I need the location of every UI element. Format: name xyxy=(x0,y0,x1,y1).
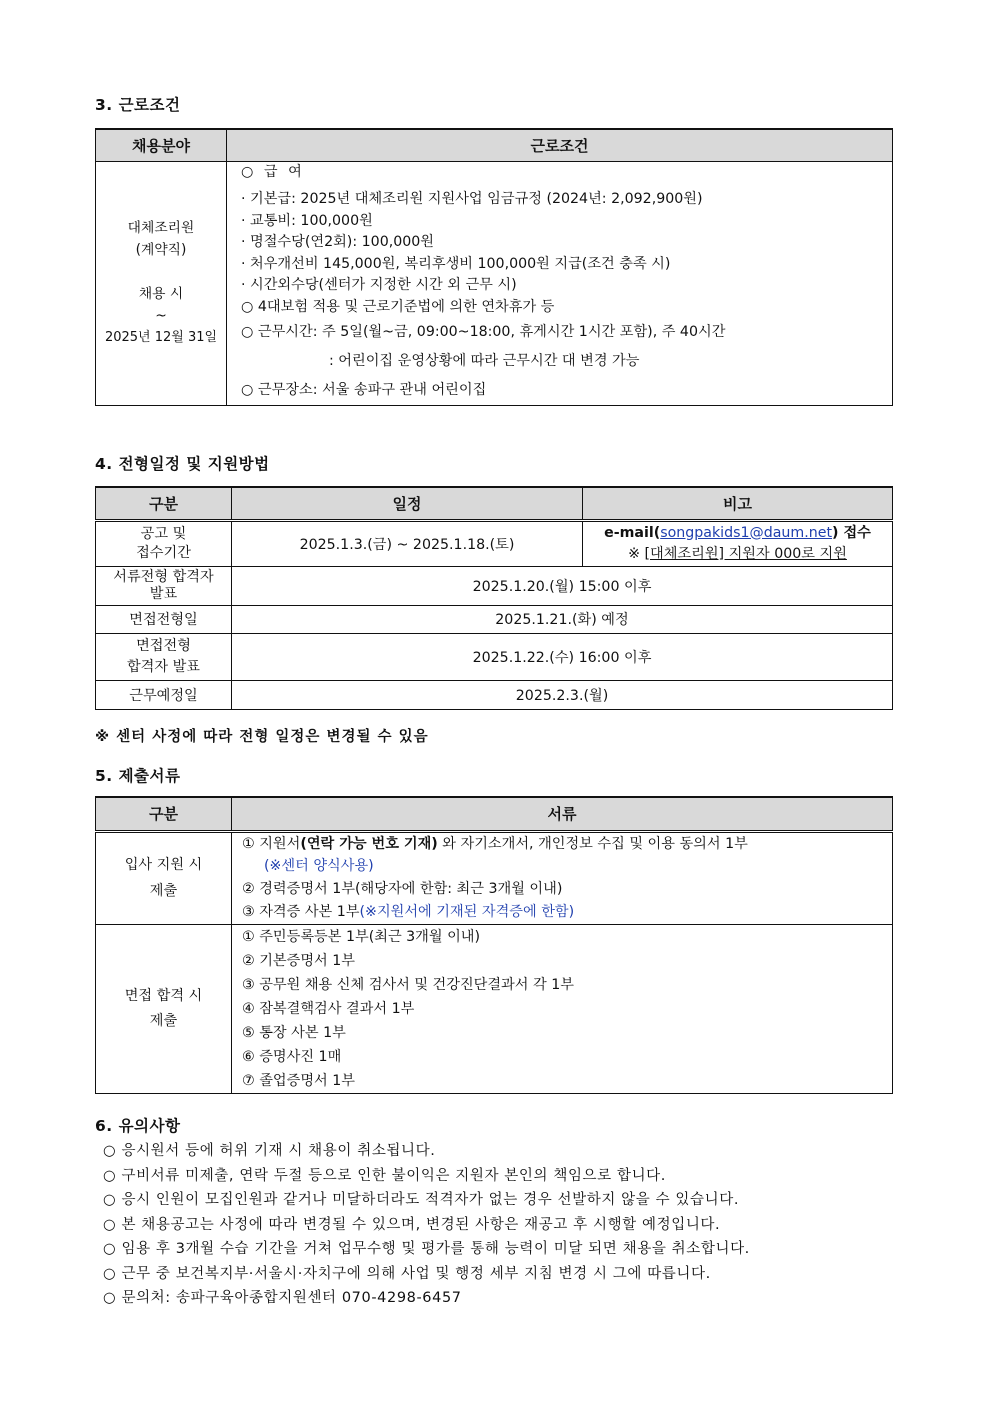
interview-doc-3: ③ 공무원 채용 신체 검사서 및 건강진단결과서 각 1부 xyxy=(242,976,574,993)
row-interview-date: 2025.1.21.(화) 예정 xyxy=(232,605,893,633)
work-hours: ○ 근무시간: 주 5일(월~금, 09:00~18:00, 휴게시간 1시간 포함), 주 40시간 xyxy=(241,324,726,340)
header-doc-category: 구분 xyxy=(96,797,232,831)
email-subject-note: [대체조리원] 지원자 000로 지원 xyxy=(644,545,847,562)
header-schedule: 일정 xyxy=(232,487,583,520)
row-final-result-date: 2025.1.22.(수) 16:00 이후 xyxy=(232,633,893,680)
notice-list xyxy=(103,1139,750,1311)
holiday-pay: · 명절수당(연2회): 100,000원 xyxy=(241,234,435,250)
row-interview-label: 면접전형일 xyxy=(96,605,232,633)
interview-doc-6: ⑥ 증명사진 1매 xyxy=(242,1048,342,1065)
header-remarks: 비고 xyxy=(583,487,893,520)
header-conditions: 근로조건 xyxy=(227,129,893,161)
apply-doc-3: ③ 자격증 사본 1부(※지원서에 기재된 자격증에 한함) xyxy=(242,903,575,920)
row-final-result-label: 면접전형 합격자 발표 xyxy=(96,633,232,680)
notice-item: ○ 임용 후 3개월 수습 기간을 거쳐 업무수행 및 평가를 통해 능력이 미달 되면 채용을 취소합니다. xyxy=(103,1241,750,1257)
period-tilde: ~ xyxy=(155,308,167,325)
notice-item: ○ 응시 인원이 모집인원과 같거나 미달하더라도 적격자가 없는 경우 선발하지 않을 수 있습니다. xyxy=(103,1192,740,1208)
row-doc-result-label: 서류전형 합격자 발표 xyxy=(96,566,232,605)
row-start-label: 근무예정일 xyxy=(96,680,232,709)
schedule-footnote: ※ 센터 사정에 따라 전형 일정은 변경될 수 있음 xyxy=(95,729,429,745)
improvement-pay: · 처우개선비 145,000원, 복리후생비 100,000원 지급(조건 충족 시) xyxy=(241,255,671,272)
notice-item: ○ 응시원서 등에 허위 기재 시 채용이 취소됩니다. xyxy=(103,1143,436,1159)
row-application-label: 공고 및 접수기간 xyxy=(96,520,232,566)
email-link[interactable]: songpakids1@daum.net xyxy=(660,524,833,541)
apply-docs-list xyxy=(232,831,893,924)
period-start: 채용 시 xyxy=(138,286,184,303)
interview-docs-label: 면접 합격 시 제출 xyxy=(96,924,232,1093)
interview-doc-7: ⑦ 졸업증명서 1부 xyxy=(242,1072,355,1089)
row-start-date: 2025.2.3.(월) xyxy=(232,680,893,709)
apply-doc-2: ② 경력증명서 1부(해당자에 한함: 최근 3개월 이내) xyxy=(242,880,563,897)
apply-doc-1: ① 지원서(연락 가능 번호 기재) 와 자기소개서, 개인정보 수집 및 이용 동의서 1부 xyxy=(242,835,748,852)
notice-item: ○ 근무 중 보건복지부·서울시·자치구에 의해 사업 및 행정 세부 지침 변경 시 그에 따릅니다. xyxy=(103,1265,711,1282)
apply-doc-1-note: (※센터 양식사용) xyxy=(264,858,374,874)
interview-doc-5: ⑤ 통장 사본 1부 xyxy=(242,1024,346,1041)
insurance: ○ 4대보험 적용 및 근로기준법에 의한 연차휴가 등 xyxy=(241,298,555,315)
header-field: 채용분야 xyxy=(96,129,227,161)
header-category: 구분 xyxy=(96,487,232,520)
field-type: (계약직) xyxy=(135,242,187,259)
row-application-remarks: e-mail(songpakids1@daum.net) 접수 ※ [대체조리원] 지원자 000로 지원 xyxy=(583,520,893,566)
overtime-pay: · 시간외수당(센터가 지정한 시간 외 근무 시) xyxy=(241,277,517,293)
section-3-title: 3. 근로조건 xyxy=(95,96,181,114)
notice-item: ○ 구비서류 미제출, 연락 두절 등으로 인한 불이익은 지원자 본인의 책임으로 합니다. xyxy=(103,1167,666,1184)
working-conditions-table xyxy=(95,128,893,406)
notice-contact: ○ 문의처: 송파구육아종합지원센터 070-4298-6457 xyxy=(103,1290,462,1306)
notice-item: ○ 본 채용공고는 사정에 따라 변경될 수 있으며, 변경된 사항은 재공고 후 시행할 예정입니다. xyxy=(103,1216,721,1233)
interview-doc-2: ② 기본증명서 1부 xyxy=(242,952,355,969)
section-4-title: 4. 전형일정 및 지원방법 xyxy=(95,455,270,473)
conditions-cell xyxy=(227,161,893,406)
transport-pay: · 교통비: 100,000원 xyxy=(241,212,373,229)
work-place: ○ 근무장소: 서울 송파구 관내 어린이집 xyxy=(241,382,487,398)
header-documents: 서류 xyxy=(232,797,893,831)
work-hours-note: : 어린이집 운영상황에 따라 근무시간 대 변경 가능 xyxy=(329,353,640,369)
row-application-date: 2025.1.3.(금) ~ 2025.1.18.(토) xyxy=(232,520,583,566)
apply-docs-label: 입사 지원 시 제출 xyxy=(96,831,232,924)
row-doc-result-date: 2025.1.20.(월) 15:00 이후 xyxy=(232,566,893,605)
schedule-table xyxy=(95,486,893,710)
documents-table xyxy=(95,796,893,1094)
section-5-title: 5. 제출서류 xyxy=(95,767,181,785)
section-6-title: 6. 유의사항 xyxy=(95,1117,181,1135)
field-name: 대체조리원 xyxy=(127,220,195,237)
salary-heading: ○ 급 여 xyxy=(241,163,305,180)
base-pay: · 기본급: 2025년 대체조리원 지원사업 임금규정 (2024년: 2,092,900원) xyxy=(241,191,703,207)
interview-doc-1: ① 주민등록등본 1부(최근 3개월 이내) xyxy=(242,928,481,945)
field-cell xyxy=(96,161,227,406)
interview-docs-list xyxy=(232,924,893,1093)
period-end: 2025년 12월 31일 xyxy=(104,330,218,346)
interview-doc-4: ④ 잠복결핵검사 결과서 1부 xyxy=(242,1000,415,1017)
